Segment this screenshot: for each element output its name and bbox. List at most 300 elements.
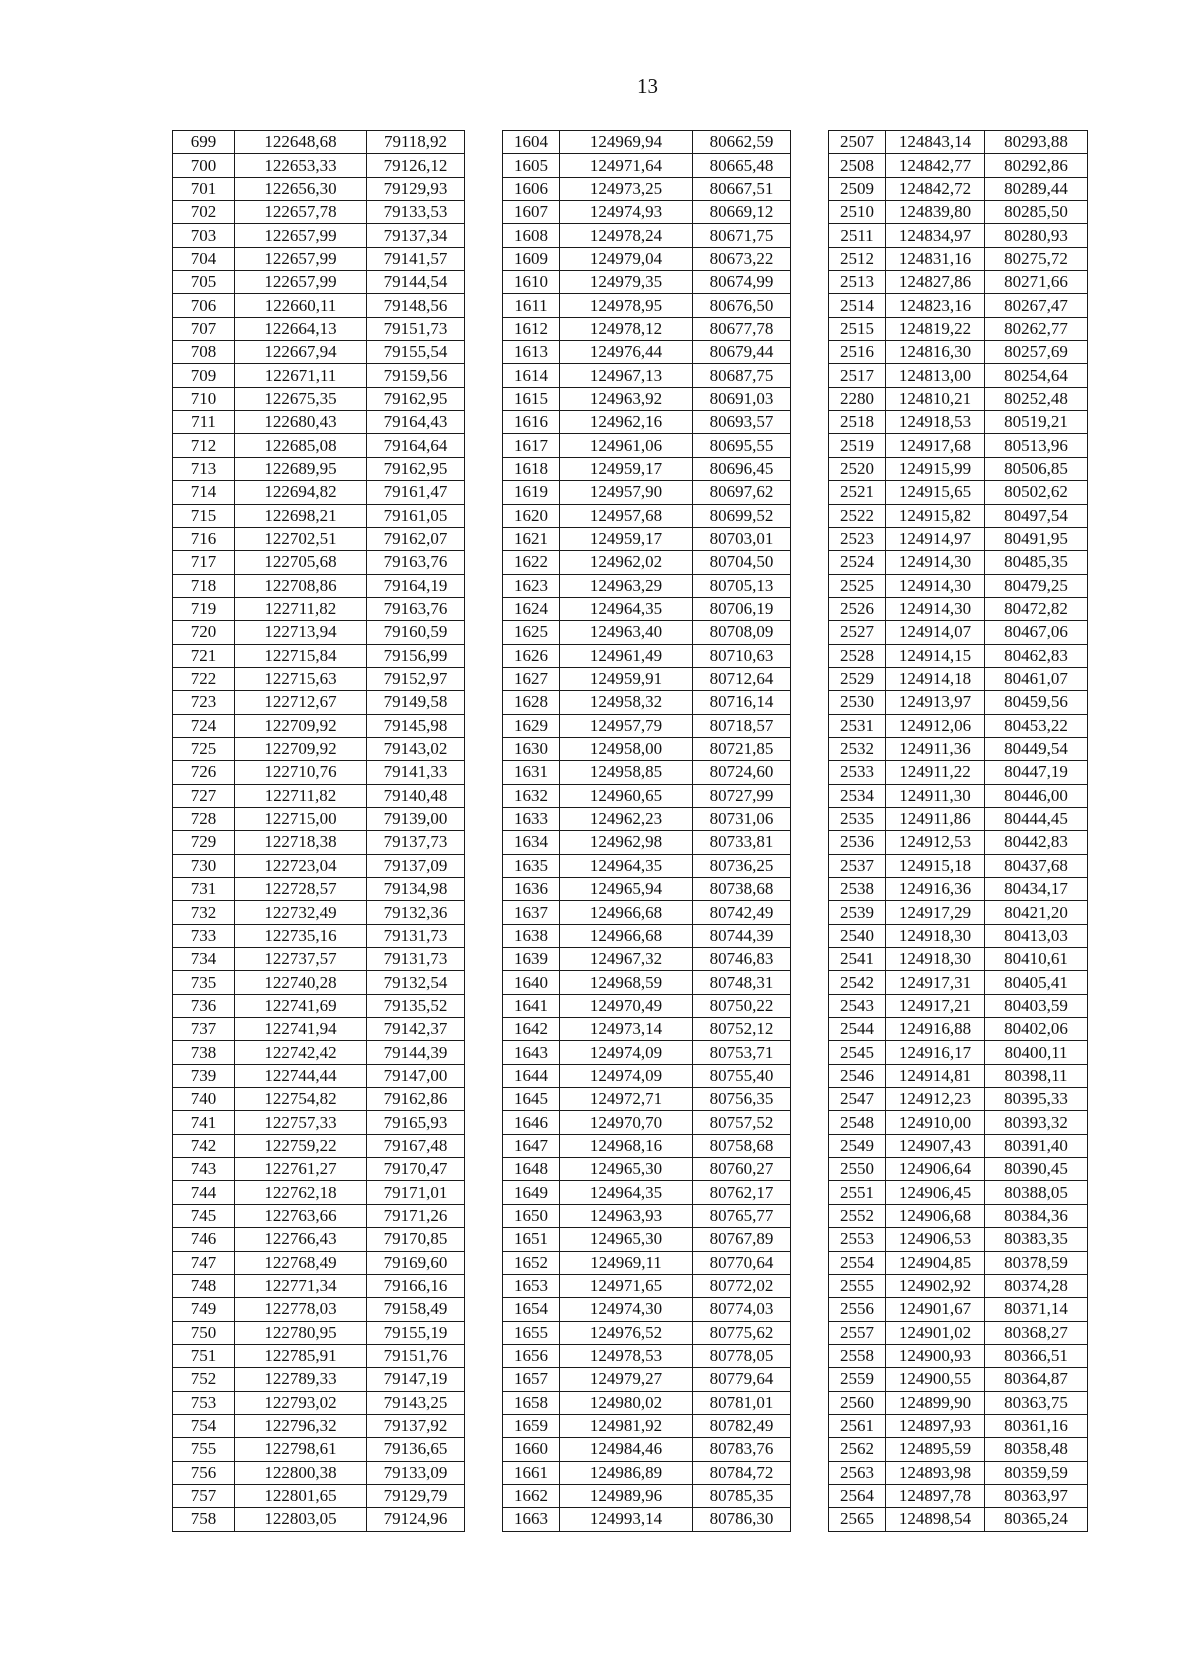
column-gap: [791, 201, 829, 224]
y-coordinate-cell: 80784,72: [693, 1461, 791, 1484]
point-number-cell: 740: [173, 1088, 235, 1111]
y-coordinate-cell: 80760,27: [693, 1158, 791, 1181]
y-coordinate-cell: 79155,54: [367, 341, 465, 364]
y-coordinate-cell: 79137,09: [367, 854, 465, 877]
column-gap: [465, 597, 503, 620]
x-coordinate-cell: 122778,03: [235, 1298, 367, 1321]
x-coordinate-cell: 124907,43: [886, 1134, 985, 1157]
table-row: [173, 177, 1088, 200]
table-row: [173, 1181, 1088, 1204]
x-coordinate-cell: 122664,13: [235, 317, 367, 340]
point-number-cell: 1604: [503, 131, 560, 154]
point-number-cell: 742: [173, 1134, 235, 1157]
x-coordinate-cell: 122671,11: [235, 364, 367, 387]
column-gap: [465, 761, 503, 784]
column-gap: [465, 1018, 503, 1041]
x-coordinate-cell: 122723,04: [235, 854, 367, 877]
point-number-cell: 699: [173, 131, 235, 154]
y-coordinate-cell: 80783,76: [693, 1438, 791, 1461]
point-number-cell: 712: [173, 434, 235, 457]
point-number-cell: 2559: [829, 1368, 886, 1391]
column-gap: [465, 411, 503, 434]
x-coordinate-cell: 124918,53: [886, 411, 985, 434]
y-coordinate-cell: 80403,59: [985, 994, 1088, 1017]
point-number-cell: 2565: [829, 1508, 886, 1531]
point-number-cell: 1656: [503, 1344, 560, 1367]
x-coordinate-cell: 124962,16: [560, 411, 693, 434]
column-gap: [465, 1298, 503, 1321]
y-coordinate-cell: 80383,35: [985, 1228, 1088, 1251]
x-coordinate-cell: 122715,84: [235, 644, 367, 667]
x-coordinate-cell: 124915,18: [886, 854, 985, 877]
column-gap: [465, 1228, 503, 1251]
point-number-cell: 706: [173, 294, 235, 317]
y-coordinate-cell: 80285,50: [985, 201, 1088, 224]
point-number-cell: 2524: [829, 551, 886, 574]
table-row: [173, 924, 1088, 947]
x-coordinate-cell: 122657,99: [235, 224, 367, 247]
table-row: [173, 1484, 1088, 1507]
y-coordinate-cell: 79161,47: [367, 481, 465, 504]
x-coordinate-cell: 124914,18: [886, 667, 985, 690]
point-number-cell: 2534: [829, 784, 886, 807]
x-coordinate-cell: 124964,35: [560, 597, 693, 620]
y-coordinate-cell: 80724,60: [693, 761, 791, 784]
x-coordinate-cell: 124917,21: [886, 994, 985, 1017]
y-coordinate-cell: 79171,01: [367, 1181, 465, 1204]
y-coordinate-cell: 80785,35: [693, 1484, 791, 1507]
x-coordinate-cell: 124960,65: [560, 784, 693, 807]
x-coordinate-cell: 124974,09: [560, 1064, 693, 1087]
point-number-cell: 1628: [503, 691, 560, 714]
x-coordinate-cell: 122713,94: [235, 621, 367, 644]
y-coordinate-cell: 80667,51: [693, 177, 791, 200]
column-gap: [465, 644, 503, 667]
column-gap: [791, 597, 829, 620]
point-number-cell: 1657: [503, 1368, 560, 1391]
x-coordinate-cell: 124915,82: [886, 504, 985, 527]
y-coordinate-cell: 79160,59: [367, 621, 465, 644]
column-gap: [465, 434, 503, 457]
column-gap: [465, 341, 503, 364]
column-gap: [791, 177, 829, 200]
y-coordinate-cell: 80257,69: [985, 341, 1088, 364]
point-number-cell: 1624: [503, 597, 560, 620]
y-coordinate-cell: 80497,54: [985, 504, 1088, 527]
y-coordinate-cell: 79132,54: [367, 971, 465, 994]
y-coordinate-cell: 79140,48: [367, 784, 465, 807]
column-gap: [465, 994, 503, 1017]
point-number-cell: 751: [173, 1344, 235, 1367]
y-coordinate-cell: 80359,59: [985, 1461, 1088, 1484]
point-number-cell: 1661: [503, 1461, 560, 1484]
point-number-cell: 2547: [829, 1088, 886, 1111]
table-row: [173, 1321, 1088, 1344]
point-number-cell: 1637: [503, 901, 560, 924]
column-gap: [465, 271, 503, 294]
y-coordinate-cell: 80775,62: [693, 1321, 791, 1344]
x-coordinate-cell: 122757,33: [235, 1111, 367, 1134]
point-number-cell: 720: [173, 621, 235, 644]
table-row: [173, 131, 1088, 154]
point-number-cell: 736: [173, 994, 235, 1017]
y-coordinate-cell: 80679,44: [693, 341, 791, 364]
point-number-cell: 1610: [503, 271, 560, 294]
y-coordinate-cell: 80271,66: [985, 271, 1088, 294]
table-row: [173, 1228, 1088, 1251]
y-coordinate-cell: 79167,48: [367, 1134, 465, 1157]
x-coordinate-cell: 124895,59: [886, 1438, 985, 1461]
y-coordinate-cell: 79137,73: [367, 831, 465, 854]
x-coordinate-cell: 124965,30: [560, 1158, 693, 1181]
table-row: [173, 1041, 1088, 1064]
table-row: [173, 1508, 1088, 1531]
y-coordinate-cell: 80756,35: [693, 1088, 791, 1111]
y-coordinate-cell: 80506,85: [985, 457, 1088, 480]
point-number-cell: 1647: [503, 1134, 560, 1157]
point-number-cell: 1639: [503, 948, 560, 971]
point-number-cell: 2549: [829, 1134, 886, 1157]
x-coordinate-cell: 122744,44: [235, 1064, 367, 1087]
x-coordinate-cell: 124979,35: [560, 271, 693, 294]
column-gap: [465, 247, 503, 270]
x-coordinate-cell: 122798,61: [235, 1438, 367, 1461]
column-gap: [791, 317, 829, 340]
point-number-cell: 715: [173, 504, 235, 527]
x-coordinate-cell: 122715,00: [235, 807, 367, 830]
column-gap: [791, 364, 829, 387]
x-coordinate-cell: 124961,06: [560, 434, 693, 457]
y-coordinate-cell: 80765,77: [693, 1204, 791, 1227]
table-row: [173, 271, 1088, 294]
x-coordinate-cell: 124986,89: [560, 1461, 693, 1484]
x-coordinate-cell: 124823,16: [886, 294, 985, 317]
table-row: [173, 551, 1088, 574]
point-number-cell: 2560: [829, 1391, 886, 1414]
column-gap: [791, 224, 829, 247]
table-row: [173, 597, 1088, 620]
y-coordinate-cell: 79170,47: [367, 1158, 465, 1181]
x-coordinate-cell: 124918,30: [886, 924, 985, 947]
column-gap: [791, 1064, 829, 1087]
point-number-cell: 2514: [829, 294, 886, 317]
x-coordinate-cell: 124974,30: [560, 1298, 693, 1321]
x-coordinate-cell: 124972,71: [560, 1088, 693, 1111]
x-coordinate-cell: 124978,12: [560, 317, 693, 340]
x-coordinate-cell: 122732,49: [235, 901, 367, 924]
column-gap: [791, 1018, 829, 1041]
column-gap: [791, 271, 829, 294]
point-number-cell: 731: [173, 878, 235, 901]
point-number-cell: 700: [173, 154, 235, 177]
y-coordinate-cell: 80402,06: [985, 1018, 1088, 1041]
x-coordinate-cell: 124914,97: [886, 527, 985, 550]
y-coordinate-cell: 79169,60: [367, 1251, 465, 1274]
table-row: [173, 1158, 1088, 1181]
x-coordinate-cell: 124989,96: [560, 1484, 693, 1507]
y-coordinate-cell: 79164,19: [367, 574, 465, 597]
y-coordinate-cell: 80262,77: [985, 317, 1088, 340]
y-coordinate-cell: 80742,49: [693, 901, 791, 924]
table-row: [173, 364, 1088, 387]
column-gap: [791, 1484, 829, 1507]
column-gap: [465, 1134, 503, 1157]
point-number-cell: 716: [173, 527, 235, 550]
y-coordinate-cell: 80363,75: [985, 1391, 1088, 1414]
point-number-cell: 708: [173, 341, 235, 364]
point-number-cell: 2515: [829, 317, 886, 340]
y-coordinate-cell: 80280,93: [985, 224, 1088, 247]
table-row: [173, 504, 1088, 527]
column-gap: [465, 831, 503, 854]
column-gap: [465, 481, 503, 504]
y-coordinate-cell: 79161,05: [367, 504, 465, 527]
x-coordinate-cell: 124906,64: [886, 1158, 985, 1181]
x-coordinate-cell: 122780,95: [235, 1321, 367, 1344]
column-gap: [791, 527, 829, 550]
point-number-cell: 1618: [503, 457, 560, 480]
y-coordinate-cell: 80706,19: [693, 597, 791, 620]
x-coordinate-cell: 124842,77: [886, 154, 985, 177]
point-number-cell: 1645: [503, 1088, 560, 1111]
y-coordinate-cell: 80485,35: [985, 551, 1088, 574]
y-coordinate-cell: 80292,86: [985, 154, 1088, 177]
y-coordinate-cell: 80746,83: [693, 948, 791, 971]
column-gap: [791, 737, 829, 760]
point-number-cell: 704: [173, 247, 235, 270]
point-number-cell: 750: [173, 1321, 235, 1344]
column-gap: [791, 1274, 829, 1297]
y-coordinate-cell: 80364,87: [985, 1368, 1088, 1391]
column-gap: [791, 807, 829, 830]
table-row: [173, 807, 1088, 830]
table-row: [173, 644, 1088, 667]
y-coordinate-cell: 79162,07: [367, 527, 465, 550]
point-number-cell: 1607: [503, 201, 560, 224]
y-coordinate-cell: 80275,72: [985, 247, 1088, 270]
y-coordinate-cell: 79142,37: [367, 1018, 465, 1041]
x-coordinate-cell: 122685,08: [235, 434, 367, 457]
column-gap: [791, 457, 829, 480]
x-coordinate-cell: 122656,30: [235, 177, 367, 200]
x-coordinate-cell: 124976,52: [560, 1321, 693, 1344]
column-gap: [791, 131, 829, 154]
x-coordinate-cell: 124911,36: [886, 737, 985, 760]
y-coordinate-cell: 79149,58: [367, 691, 465, 714]
x-coordinate-cell: 124904,85: [886, 1251, 985, 1274]
y-coordinate-cell: 79159,56: [367, 364, 465, 387]
x-coordinate-cell: 124897,93: [886, 1414, 985, 1437]
table-row: [173, 691, 1088, 714]
y-coordinate-cell: 79129,79: [367, 1484, 465, 1507]
point-number-cell: 727: [173, 784, 235, 807]
table-row: [173, 434, 1088, 457]
table-row: [173, 1111, 1088, 1134]
point-number-cell: 1627: [503, 667, 560, 690]
point-number-cell: 2544: [829, 1018, 886, 1041]
point-number-cell: 1626: [503, 644, 560, 667]
column-gap: [791, 784, 829, 807]
x-coordinate-cell: 124993,14: [560, 1508, 693, 1531]
column-gap: [465, 901, 503, 924]
y-coordinate-cell: 79141,57: [367, 247, 465, 270]
x-coordinate-cell: 124911,86: [886, 807, 985, 830]
x-coordinate-cell: 124978,95: [560, 294, 693, 317]
table-row: [173, 341, 1088, 364]
x-coordinate-cell: 122653,33: [235, 154, 367, 177]
y-coordinate-cell: 80687,75: [693, 364, 791, 387]
column-gap: [465, 807, 503, 830]
column-gap: [791, 1228, 829, 1251]
y-coordinate-cell: 80421,20: [985, 901, 1088, 924]
column-gap: [465, 1321, 503, 1344]
y-coordinate-cell: 79151,76: [367, 1344, 465, 1367]
x-coordinate-cell: 124957,79: [560, 714, 693, 737]
y-coordinate-cell: 80721,85: [693, 737, 791, 760]
coordinates-table-body: [173, 131, 1088, 1532]
x-coordinate-cell: 124914,30: [886, 574, 985, 597]
point-number-cell: 1630: [503, 737, 560, 760]
y-coordinate-cell: 80434,17: [985, 878, 1088, 901]
column-gap: [791, 667, 829, 690]
point-number-cell: 757: [173, 1484, 235, 1507]
point-number-cell: 2508: [829, 154, 886, 177]
y-coordinate-cell: 80413,03: [985, 924, 1088, 947]
coordinates-table: [172, 130, 1088, 1532]
y-coordinate-cell: 80774,03: [693, 1298, 791, 1321]
point-number-cell: 721: [173, 644, 235, 667]
y-coordinate-cell: 80502,62: [985, 481, 1088, 504]
point-number-cell: 2511: [829, 224, 886, 247]
column-gap: [791, 761, 829, 784]
x-coordinate-cell: 124962,98: [560, 831, 693, 854]
y-coordinate-cell: 80748,31: [693, 971, 791, 994]
table-row: [173, 1064, 1088, 1087]
y-coordinate-cell: 80676,50: [693, 294, 791, 317]
x-coordinate-cell: 122801,65: [235, 1484, 367, 1507]
point-number-cell: 1652: [503, 1251, 560, 1274]
column-gap: [791, 1134, 829, 1157]
table-row: [173, 247, 1088, 270]
point-number-cell: 1629: [503, 714, 560, 737]
y-coordinate-cell: 80384,36: [985, 1204, 1088, 1227]
point-number-cell: 726: [173, 761, 235, 784]
y-coordinate-cell: 79147,00: [367, 1064, 465, 1087]
x-coordinate-cell: 124899,90: [886, 1391, 985, 1414]
point-number-cell: 741: [173, 1111, 235, 1134]
column-gap: [465, 1414, 503, 1437]
y-coordinate-cell: 80757,52: [693, 1111, 791, 1134]
column-gap: [791, 1461, 829, 1484]
point-number-cell: 2526: [829, 597, 886, 620]
point-number-cell: 1648: [503, 1158, 560, 1181]
column-gap: [791, 924, 829, 947]
column-gap: [465, 667, 503, 690]
point-number-cell: 1622: [503, 551, 560, 574]
x-coordinate-cell: 122761,27: [235, 1158, 367, 1181]
point-number-cell: 1649: [503, 1181, 560, 1204]
y-coordinate-cell: 79143,02: [367, 737, 465, 760]
y-coordinate-cell: 80718,57: [693, 714, 791, 737]
y-coordinate-cell: 79145,98: [367, 714, 465, 737]
point-number-cell: 1605: [503, 154, 560, 177]
column-gap: [465, 574, 503, 597]
x-coordinate-cell: 124912,06: [886, 714, 985, 737]
point-number-cell: 2561: [829, 1414, 886, 1437]
point-number-cell: 717: [173, 551, 235, 574]
point-number-cell: 754: [173, 1414, 235, 1437]
point-number-cell: 756: [173, 1461, 235, 1484]
point-number-cell: 738: [173, 1041, 235, 1064]
column-gap: [791, 1414, 829, 1437]
y-coordinate-cell: 80703,01: [693, 527, 791, 550]
column-gap: [465, 1484, 503, 1507]
y-coordinate-cell: 80770,64: [693, 1251, 791, 1274]
point-number-cell: 1625: [503, 621, 560, 644]
column-gap: [791, 341, 829, 364]
x-coordinate-cell: 124834,97: [886, 224, 985, 247]
x-coordinate-cell: 122771,34: [235, 1274, 367, 1297]
column-gap: [791, 621, 829, 644]
table-row: [173, 1344, 1088, 1367]
point-number-cell: 2564: [829, 1484, 886, 1507]
point-number-cell: 729: [173, 831, 235, 854]
x-coordinate-cell: 122705,68: [235, 551, 367, 574]
y-coordinate-cell: 79162,86: [367, 1088, 465, 1111]
table-row: [173, 411, 1088, 434]
point-number-cell: 713: [173, 457, 235, 480]
point-number-cell: 2556: [829, 1298, 886, 1321]
table-row: [173, 737, 1088, 760]
x-coordinate-cell: 124978,53: [560, 1344, 693, 1367]
y-coordinate-cell: 80669,12: [693, 201, 791, 224]
column-gap: [791, 831, 829, 854]
table-row: [173, 481, 1088, 504]
point-number-cell: 2550: [829, 1158, 886, 1181]
y-coordinate-cell: 80293,88: [985, 131, 1088, 154]
point-number-cell: 734: [173, 948, 235, 971]
table-row: [173, 387, 1088, 410]
x-coordinate-cell: 122762,18: [235, 1181, 367, 1204]
column-gap: [465, 971, 503, 994]
x-coordinate-cell: 122793,02: [235, 1391, 367, 1414]
column-gap: [465, 154, 503, 177]
point-number-cell: 2519: [829, 434, 886, 457]
x-coordinate-cell: 124963,93: [560, 1204, 693, 1227]
y-coordinate-cell: 80371,14: [985, 1298, 1088, 1321]
y-coordinate-cell: 80444,45: [985, 807, 1088, 830]
column-gap: [465, 387, 503, 410]
y-coordinate-cell: 79144,54: [367, 271, 465, 294]
point-number-cell: 746: [173, 1228, 235, 1251]
column-gap: [791, 878, 829, 901]
point-number-cell: 719: [173, 597, 235, 620]
y-coordinate-cell: 80366,51: [985, 1344, 1088, 1367]
x-coordinate-cell: 124963,92: [560, 387, 693, 410]
y-coordinate-cell: 80738,68: [693, 878, 791, 901]
column-gap: [791, 1298, 829, 1321]
column-gap: [465, 1064, 503, 1087]
x-coordinate-cell: 124898,54: [886, 1508, 985, 1531]
column-gap: [465, 551, 503, 574]
point-number-cell: 737: [173, 1018, 235, 1041]
point-number-cell: 1632: [503, 784, 560, 807]
point-number-cell: 2545: [829, 1041, 886, 1064]
y-coordinate-cell: 80391,40: [985, 1134, 1088, 1157]
y-coordinate-cell: 80712,64: [693, 667, 791, 690]
y-coordinate-cell: 79141,33: [367, 761, 465, 784]
point-number-cell: 2535: [829, 807, 886, 830]
